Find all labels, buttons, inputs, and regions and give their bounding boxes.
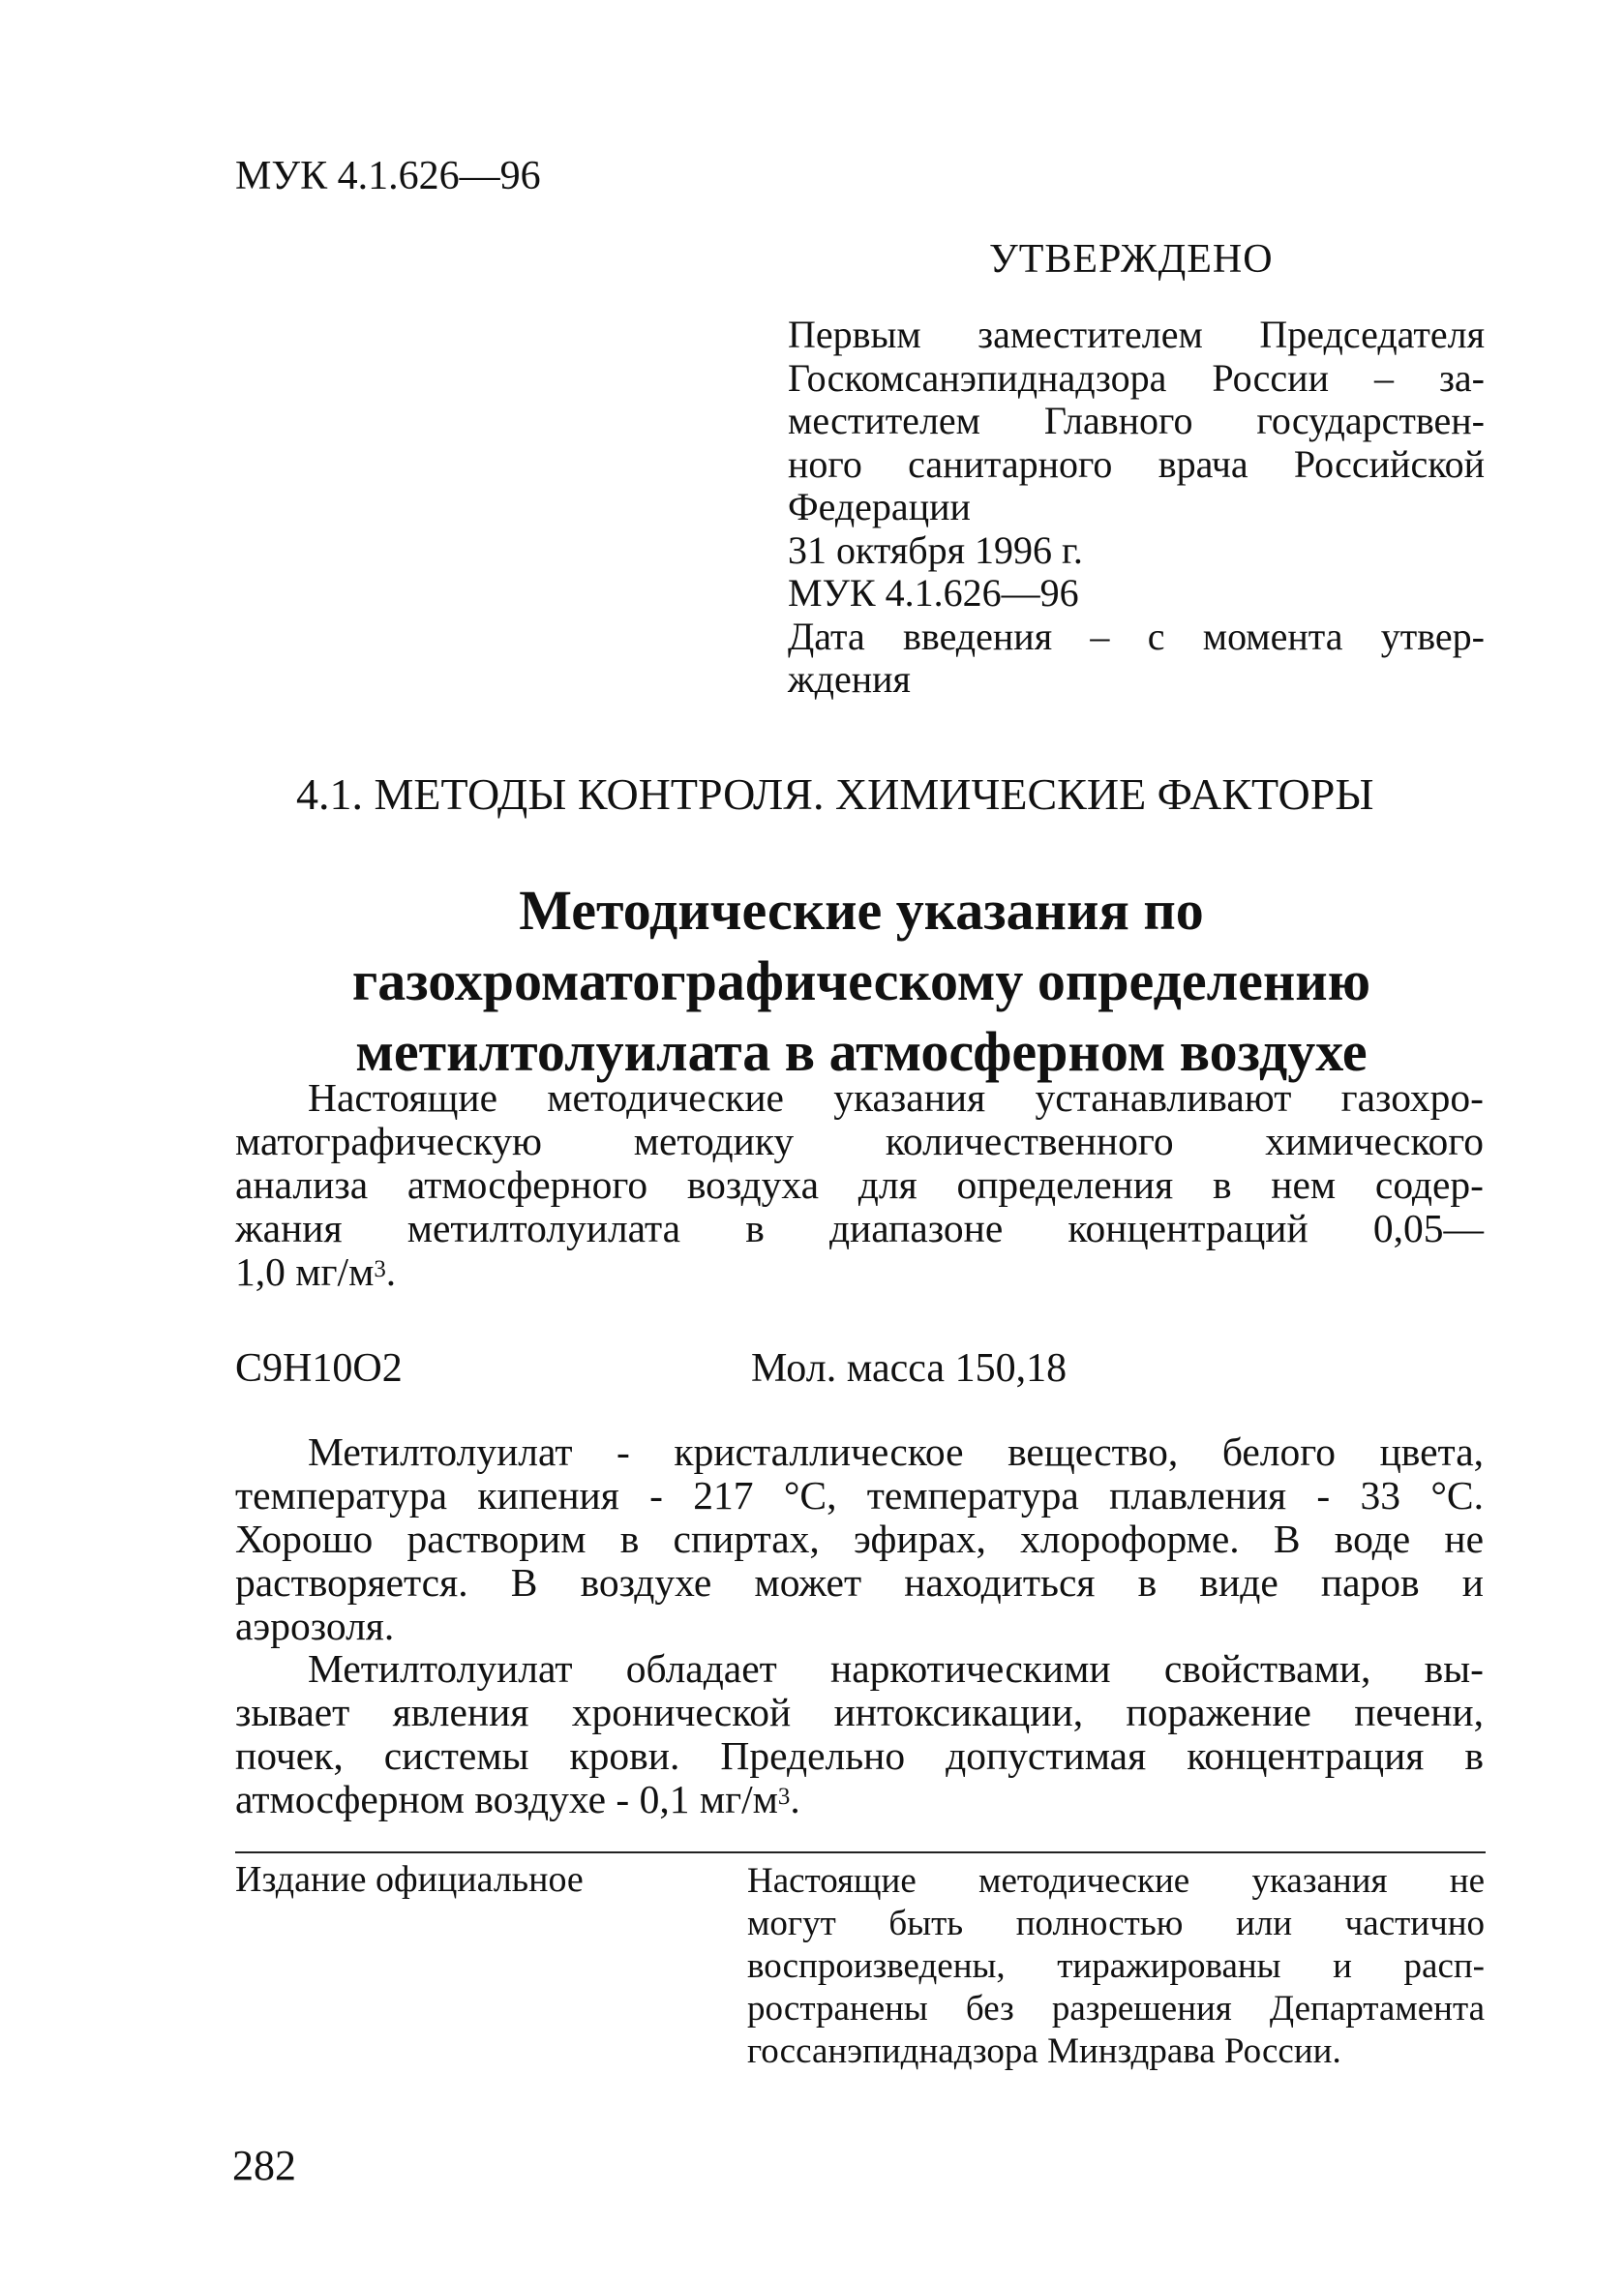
approval-code: МУК 4.1.626—96 [788, 571, 1079, 615]
copyright-line: госсанэпиднадзора Минздрава России. [747, 2031, 1341, 2071]
title-line: метилтолуилата в атмосферном воздухе [355, 1020, 1368, 1083]
edition-label: Издание официальное [235, 1859, 584, 1900]
description-paragraph [235, 1430, 1484, 1648]
intro-line: жания метилтолуилата в диапазоне концентраций 0,05— [235, 1206, 1484, 1250]
toxicity-line: атмосферном воздухе - 0,1 $мг/м^3$. [235, 1777, 800, 1821]
approval-line: Первым заместителем Председателя [788, 313, 1485, 356]
toxicity-paragraph [235, 1647, 1484, 1821]
section-heading: 4.1. МЕТОДЫ КОНТРОЛЯ. ХИМИЧЕСКИЕ ФАКТОРЫ [296, 769, 1374, 819]
title-line: Методические указания по [519, 879, 1204, 942]
toxicity-line: зывает явления хронической интоксикации, поражение печени, [235, 1690, 1484, 1734]
chemical-formula: C9H10O2 [235, 1346, 403, 1391]
description-line: Метилтолуилат - кристаллическое вещество, белого цвета, [308, 1429, 1484, 1474]
approval-line: ного санитарного врача Российской [788, 441, 1485, 486]
intro-paragraph [235, 1076, 1484, 1294]
approval-line: Дата введения – с момента утвер- [788, 614, 1485, 658]
page-number: 282 [232, 2142, 296, 2189]
toxicity-line: почек, системы крови. Предельно допустимая концентрация в [235, 1733, 1484, 1778]
approval-block [788, 314, 1485, 702]
intro-line: Настоящие методические указания устанавливают газохро- [308, 1075, 1484, 1120]
document-title [232, 875, 1490, 1087]
approved-heading: УТВЕРЖДЕНО [989, 237, 1274, 282]
approval-line: Федерации [788, 485, 971, 528]
copyright-line: воспроизведены, тиражированы и расп- [747, 1946, 1485, 1986]
copyright-line: Настоящие методические указания не [747, 1861, 1485, 1901]
approval-line: ждения [788, 657, 911, 701]
footer-divider [235, 1851, 1486, 1853]
description-line: растворяется. В воздухе может находиться в виде паров и [235, 1560, 1484, 1605]
description-line: Хорошо растворим в спиртах, эфирах, хлороформе. В воде не [235, 1517, 1484, 1561]
intro-line: анализа атмосферного воздуха для определения в нем содер- [235, 1162, 1484, 1207]
approval-line: местителем Главного государствен- [788, 399, 1485, 442]
title-line: газохроматографическому определению [351, 949, 1371, 1012]
molecular-mass: Мол. масса 150,18 [751, 1346, 1068, 1391]
copyright-line: ространены без разрешения Департамента [747, 1989, 1485, 2029]
copyright-line: могут быть полностью или частично [747, 1904, 1485, 1943]
copyright-note [747, 1860, 1485, 2073]
document-code: МУК 4.1.626—96 [235, 154, 541, 198]
description-line: аэрозоля. [235, 1604, 395, 1648]
description-line: температура кипения - 217 °С, температура плавления - 33 °С. [235, 1473, 1484, 1518]
approval-line: Госкомсанэпиднадзора России – за- [788, 355, 1485, 400]
approval-date: 31 октября 1996 г. [788, 527, 1083, 572]
intro-line: 1,0 $мг/м^3$. [235, 1249, 397, 1294]
intro-line: матографическую методику количественного химического [235, 1119, 1484, 1163]
toxicity-line: Метилтолуилат обладает наркотическими свойствами, вы- [308, 1646, 1484, 1691]
